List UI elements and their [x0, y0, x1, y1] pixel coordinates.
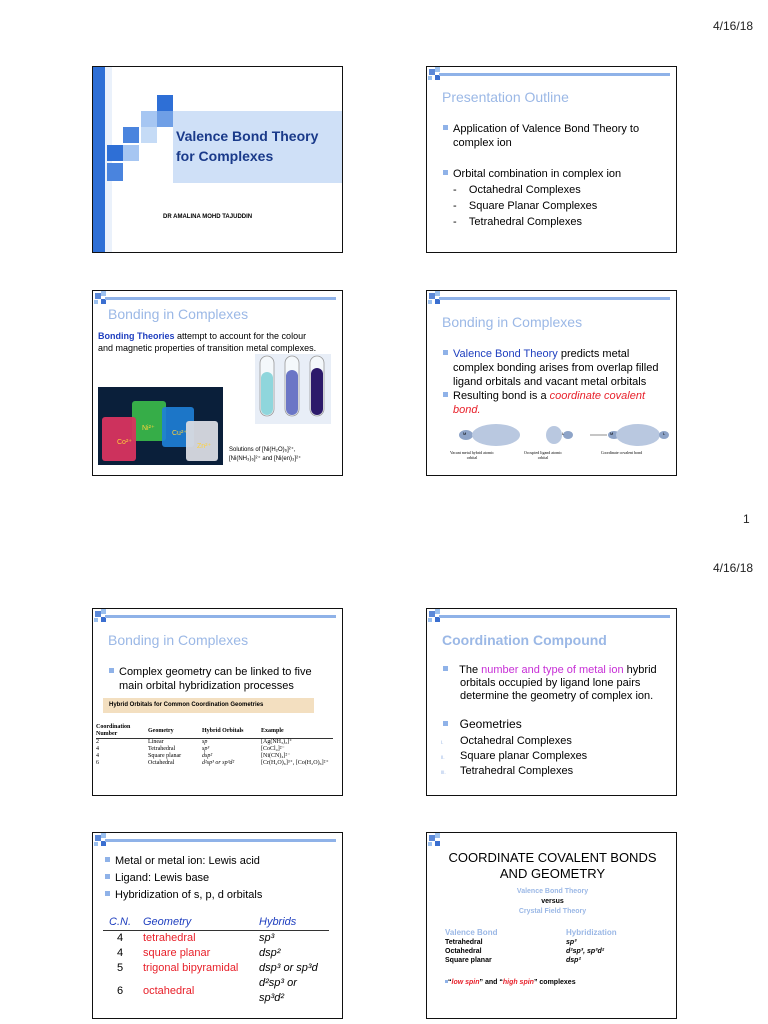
slide-heading: Bonding in Complexes	[108, 306, 249, 322]
versus-label: versus	[541, 898, 564, 905]
slide-bonding-2	[426, 290, 677, 476]
date-header-page2: 4/16/18	[713, 561, 754, 575]
slide-corner-icon	[93, 833, 113, 853]
slide-corner-icon	[427, 609, 447, 629]
bullet-cont: complex bonding arises from overlap filled	[453, 362, 659, 374]
intro-paragraph: Bonding Theories attempt to account for the colour and magnetic properties of transition metal complexes.	[98, 331, 317, 353]
bullet: Ligand: Lewis base	[105, 871, 209, 885]
col-header: Hybridization	[566, 928, 617, 937]
diagram-label: Occupied ligand atomic orbital	[523, 450, 563, 460]
date-header-page1: 4/16/18	[713, 19, 754, 33]
bullet: Resulting bond is a coordinate covalent	[443, 389, 645, 403]
diagram-label: Vacant metal hybrid atomic orbital	[449, 450, 495, 460]
slide-heading: Coordination Compound	[442, 632, 607, 648]
slide-title-line1: Valence Bond Theory	[176, 128, 319, 144]
bullet-cont: bond.	[453, 404, 481, 416]
hybrid-table	[96, 724, 333, 767]
slide-heading: COORDINATE COVALENT BONDS AND GEOMETRY	[448, 850, 657, 881]
slide-coordinate-bonds	[426, 832, 677, 1019]
slide-outline	[426, 66, 677, 253]
table-header: Geometry	[148, 727, 174, 734]
col-header: Valence Bond	[445, 928, 498, 937]
diagram-letter: L	[562, 431, 565, 436]
slide-bonding-3	[92, 608, 343, 796]
table-header-row	[103, 915, 329, 931]
table-row: 6 octahedral d²sp³ or sp³d²	[116, 977, 297, 1004]
bullet: Metal or metal ion: Lewis acid	[105, 854, 260, 868]
sub-item: - Octahedral Complexes	[453, 184, 581, 196]
sub-item: - Square Planar Complexes	[453, 200, 598, 212]
slide-lewis	[92, 832, 343, 1019]
geometry-list: Tetrahedral Octahedral Square planar	[445, 939, 492, 964]
diagram-letter: M	[463, 431, 467, 436]
slide-coordination	[426, 608, 677, 796]
hybrid-list: sp³ d²sp³, sp³d² dsp²	[566, 939, 605, 964]
table-header: Coordination Number	[96, 724, 131, 737]
bullet: Geometries	[443, 717, 522, 731]
slide-bonding-1	[92, 290, 343, 476]
slide-corner-icon	[427, 67, 447, 87]
table-header: Hybrids	[259, 916, 297, 928]
bullet-cont: complex ion	[453, 137, 512, 149]
table-header: Hybrid Orbitals	[202, 727, 244, 734]
beaker-label: Co²⁺	[117, 439, 132, 446]
bullet: Orbital combination in complex ion	[443, 167, 621, 181]
list-item: i. Octahedral Complexes	[441, 735, 572, 747]
list-item: iii. Tetrahedral Complexes	[441, 765, 574, 777]
slide-corner-icon	[427, 291, 447, 311]
diagram-letter: M	[610, 431, 614, 436]
test-tubes-image	[255, 354, 331, 424]
list-item: ii. Square planar Complexes	[441, 750, 588, 762]
diagram-letter: L	[663, 431, 666, 436]
spin-note: “low spin” and “high spin” complexes	[445, 979, 576, 986]
beaker-label: Ni²⁺	[142, 425, 155, 432]
beaker-label: Zn²⁺	[197, 443, 212, 450]
vbt-label: Valence Bond Theory	[516, 888, 589, 895]
bullet: Application of Valence Bond Theory to	[443, 122, 639, 136]
slide-heading: Bonding in Complexes	[108, 632, 249, 648]
author: DR AMALINA MOHD TAJUDDIN	[163, 214, 253, 220]
table-row: 4 Square planar dsp² [Ni(CN)₄]²⁻	[96, 753, 291, 759]
beakers-image	[98, 387, 223, 465]
beaker-label: Cu²⁺	[172, 430, 187, 437]
bullet-cont: orbitals occupied by ligand lone pairs	[460, 677, 641, 689]
slide-title-line2: for Complexes	[176, 148, 274, 164]
table-title: Hybrid Orbitals for Common Coordination Geometries	[109, 702, 264, 708]
table-row: 5 trigonal bipyramidal dsp³ or sp³d	[116, 962, 318, 974]
bullet: Complex geometry can be linked to five	[109, 665, 312, 679]
cn-table	[103, 915, 329, 1006]
table-row: 2 Linear sp [Ag(NH₃)₂]⁺	[96, 739, 293, 745]
bullet-cont: ligand orbitals and vacant metal orbitals	[453, 376, 647, 388]
caption: Solutions of [Ni(H₂O)₆]²⁺, [Ni(NH₃)₆]²⁺ and [Ni(en)₃]²⁺	[229, 447, 302, 462]
diagram-label: Coordinate covalent bond	[600, 450, 643, 455]
table-row: 4 square planar dsp²	[116, 947, 281, 959]
table-row: 4 Tetrahedral sp³ [CoCl₄]²⁻	[96, 746, 285, 752]
slide-heading: Presentation Outline	[442, 89, 569, 105]
table-row: 4 tetrahedral sp³	[116, 932, 275, 944]
table-header: Geometry	[143, 916, 192, 928]
cft-label: Crystal Field Theory	[518, 908, 587, 915]
table-header: C.N.	[109, 916, 131, 928]
decor-bar	[93, 67, 105, 253]
slide-corner-icon	[93, 609, 113, 629]
page-number: 1	[743, 512, 750, 526]
slide-heading: Bonding in Complexes	[442, 314, 583, 330]
table-header: Example	[261, 727, 284, 734]
bullet: Valence Bond Theory predicts metal	[443, 347, 629, 361]
bullet-cont: determine the geometry of complex ion.	[460, 690, 654, 702]
bullet: Hybridization of s, p, d orbitals	[105, 888, 262, 902]
sub-item: - Tetrahedral Complexes	[453, 216, 583, 228]
bullet: The number and type of metal ion hybrid	[443, 663, 657, 677]
slide-title	[92, 66, 343, 253]
table-row: 6 Octahedral d²sp³ or sp³d² [Cr(H₂O)₆]³⁺, [Co(H₂O)₆]²⁺	[96, 760, 329, 766]
orbital-diagram	[452, 423, 672, 449]
bullet-cont: main orbital hybridization processes	[119, 680, 294, 692]
